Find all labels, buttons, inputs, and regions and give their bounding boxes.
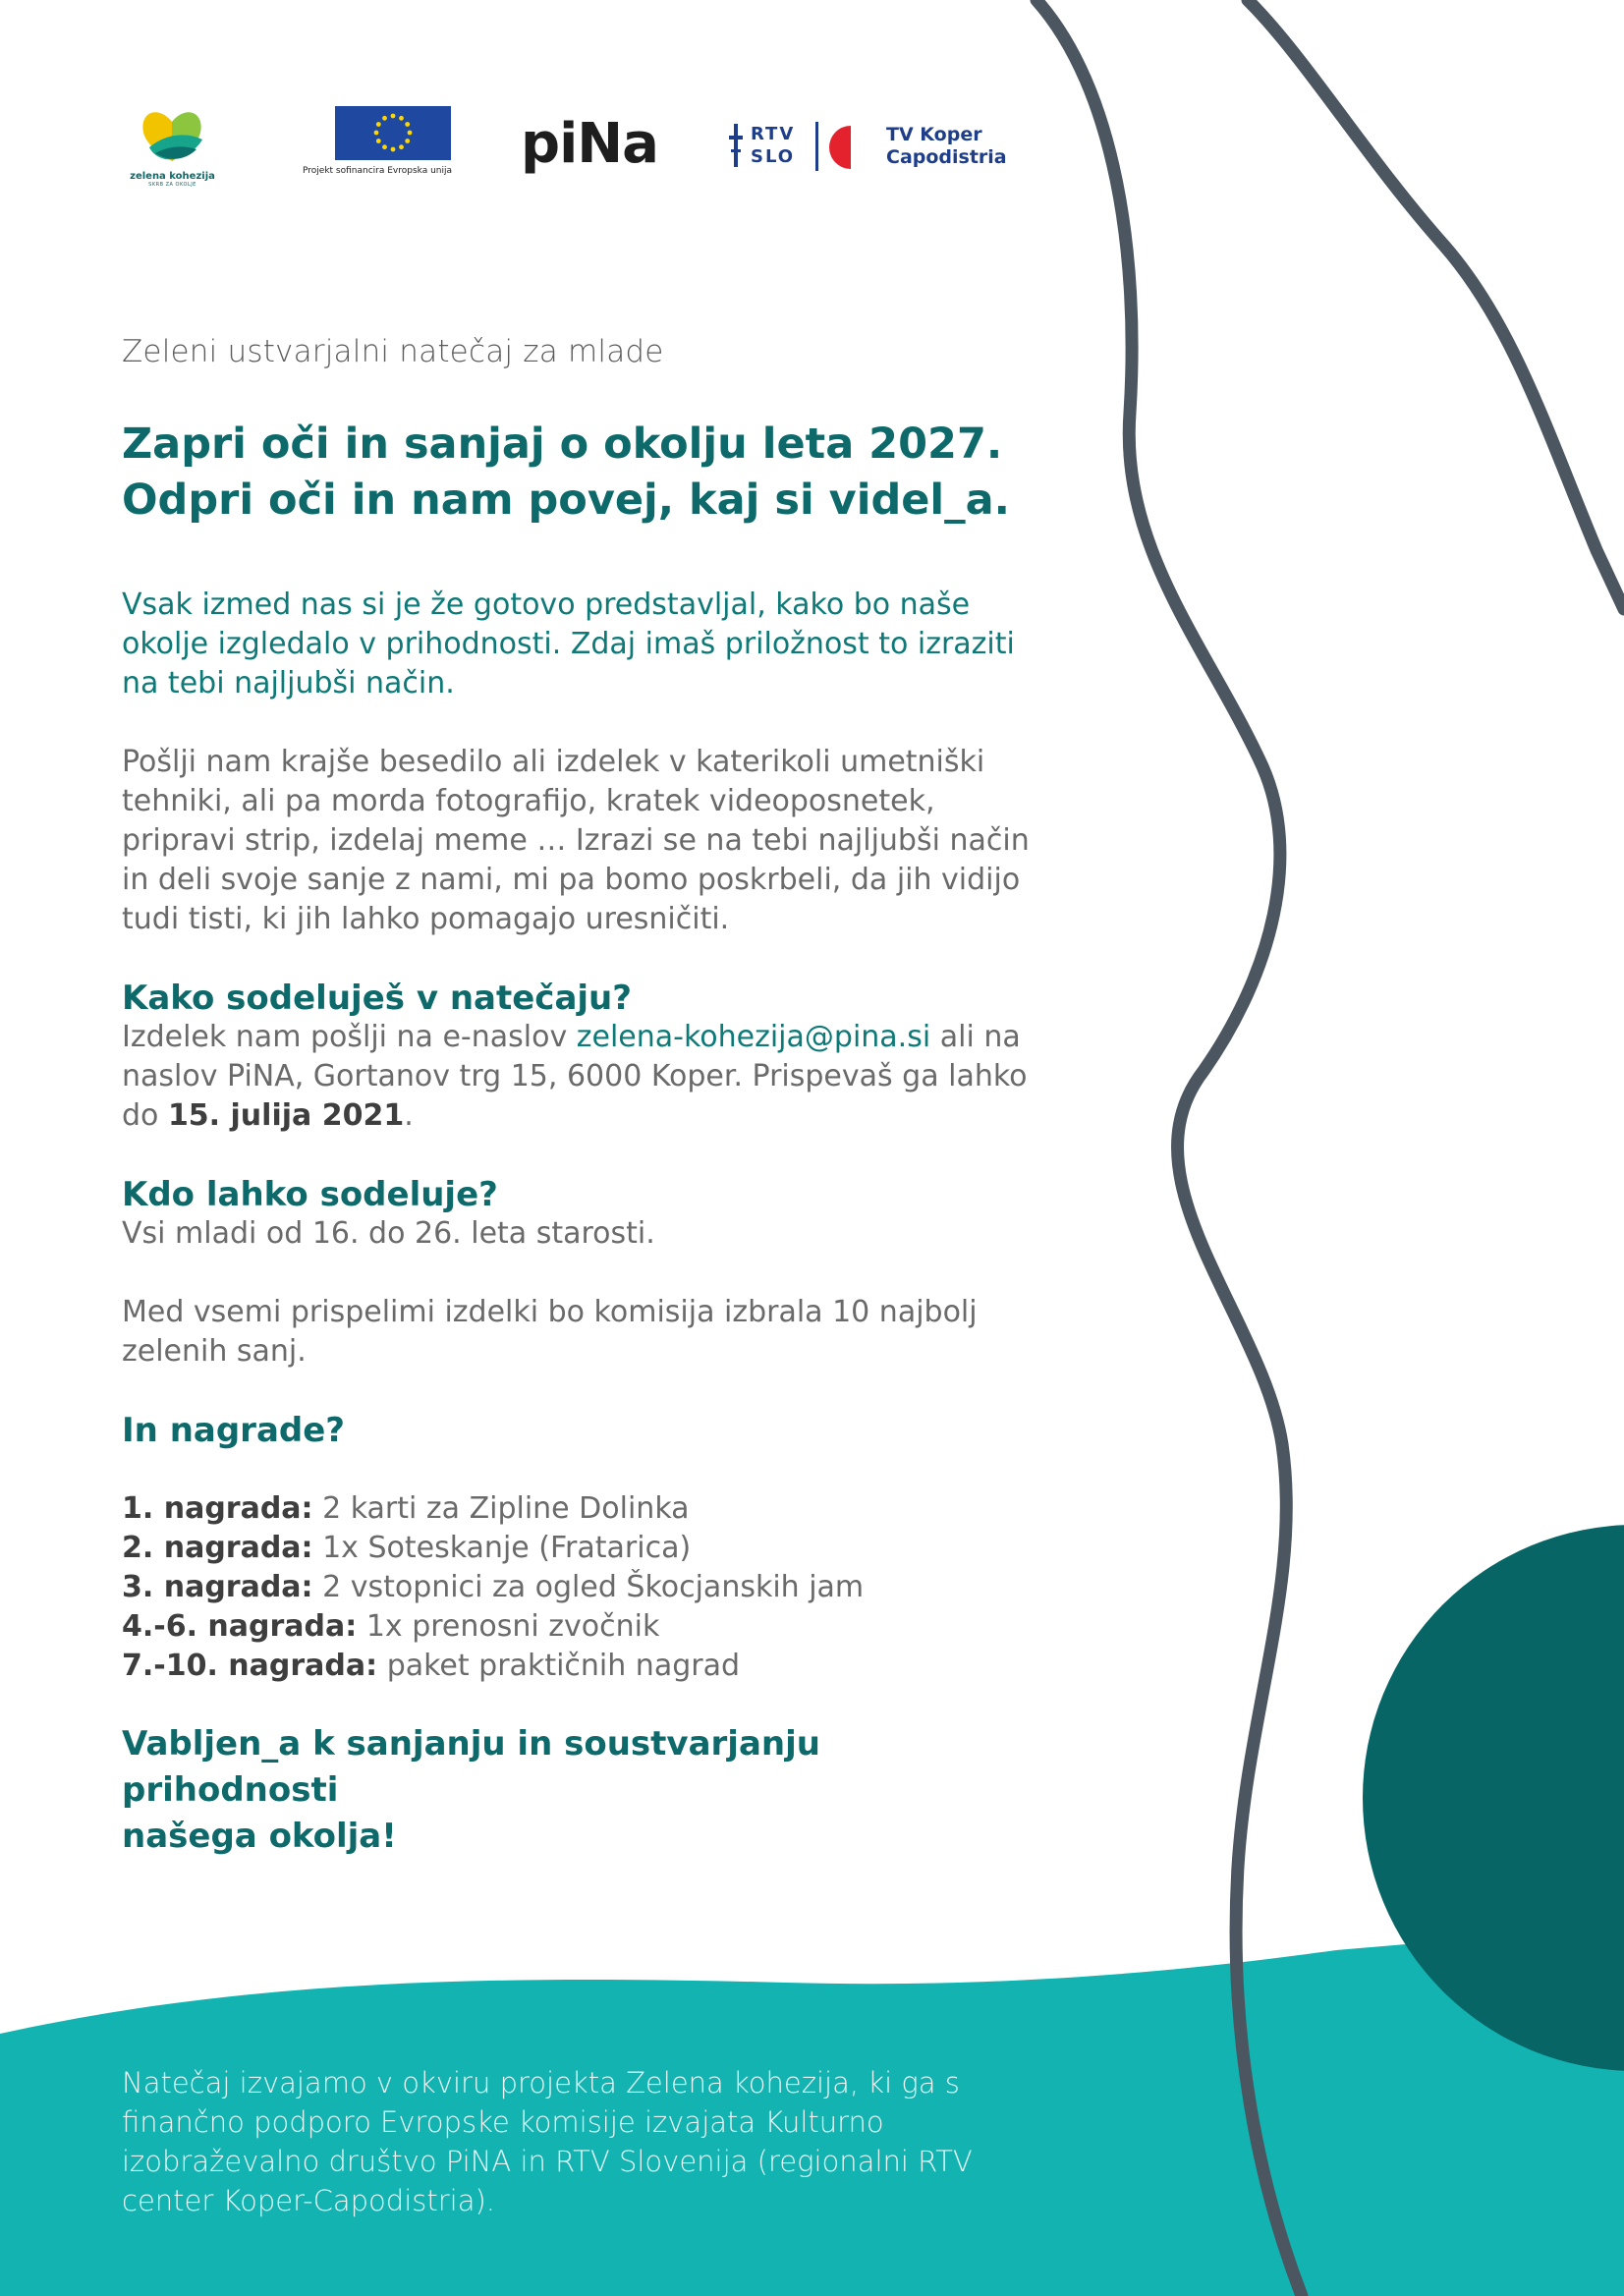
closing-line1: Vabljen_a k sanjanju in soustvarjanju prihodnosti	[122, 1724, 820, 1810]
leaf-heart-icon	[126, 104, 219, 165]
footer-text: Natečaj izvajamo v okviru projekta Zelena kohezija, ki ga s finančno podporo Evropske komisije izvajata Kulturno izobraževalno društvo PiNA in RTV Slovenija (regionalni RTV center Koper-Capodistria).	[122, 2066, 973, 2217]
how-paragraph	[122, 1018, 1045, 1136]
eu-caption: Projekt sofinancira Evropska unija	[303, 166, 453, 176]
tv-koper-logo	[825, 124, 1022, 173]
tv-koper-line1: TV Koper	[886, 124, 982, 145]
rtv-line1: RTV	[751, 124, 796, 144]
kicker: Zeleni ustvarjalni natečaj za mlade	[122, 334, 664, 369]
main-content	[122, 334, 1045, 1860]
prize-text: 1x prenosni zvočnik	[357, 1609, 660, 1644]
headline-line2: Odpri oči in nam povej, kaj si videl_a.	[122, 476, 1010, 525]
closing-line2: našega okolja!	[122, 1817, 397, 1856]
prize-text: 1x Soteskanje (Fratarica)	[312, 1531, 692, 1565]
body-paragraph: Pošlji nam krajše besedilo ali izdelek v katerikoli umetniški tehniki, ali pa morda fotografijo, kratek videoposnetek, pripravi strip, izdelaj meme … Izrazi se na tebi najljubši način in deli svoje sanje z nami, mi pa bomo poskrbeli, da jih vidijo tudi tisti, ki jih lahko pomagajo uresničiti.	[122, 745, 1030, 936]
headline	[122, 417, 1045, 529]
prize-item	[122, 1647, 1045, 1686]
who-paragraph: Vsi mladi od 16. do 26. leta starosti.	[122, 1216, 655, 1251]
how-text-before: Izdelek nam pošlji na e-naslov	[122, 1020, 577, 1054]
headline-line1: Zapri oči in sanjaj o okolju leta 2027.	[122, 420, 1003, 469]
curve-line-right	[1248, 0, 1624, 609]
pina-logo: piNa	[521, 112, 658, 176]
prize-label: 7.-10. nagrada:	[122, 1649, 378, 1683]
rtv-slo-logo	[729, 124, 808, 173]
intro-paragraph: Vsak izmed nas si je že gotovo predstavljal, kako bo naše okolje izgledalo v prihodnosti. Zdaj imaš priložnost to izraziti na tebi najljubši način.	[122, 588, 1015, 700]
tv-koper-line2: Capodistria	[886, 146, 1007, 168]
zelena-kohezija-tagline: SKRB ZA OKOLJE	[148, 182, 196, 188]
prizes-title: In nagrade?	[122, 1411, 346, 1450]
logo-divider	[815, 122, 818, 171]
rtv-line2: SLO	[751, 146, 796, 167]
rtv-antenna-icon	[729, 124, 743, 167]
who-title: Kdo lahko sodeluje?	[122, 1175, 498, 1214]
prize-label: 4.-6. nagrada:	[122, 1609, 358, 1644]
prize-label: 2. nagrada:	[122, 1531, 313, 1565]
how-text-after: ali na naslov PiNA, Gortanov trg 15, 6000 Koper. Prispevaš ga lahko do	[122, 1020, 1028, 1133]
deadline: 15. julija 2021	[167, 1098, 405, 1133]
eu-logo	[303, 106, 453, 185]
zelena-kohezija-name: zelena kohezija	[130, 171, 215, 182]
prize-item	[122, 1607, 1045, 1647]
prize-item	[122, 1568, 1045, 1607]
curve-line-left	[1036, 0, 1302, 2296]
prize-text: 2 vstopnici za ogled Škocjanskih jam	[312, 1570, 865, 1604]
tv-koper-half-circle-icon	[829, 126, 859, 169]
prize-label: 3. nagrada:	[122, 1570, 313, 1604]
prize-text: paket praktičnih nagrad	[377, 1649, 741, 1683]
prize-text: 2 karti za Zipline Dolinka	[312, 1491, 690, 1526]
how-text-end: .	[404, 1098, 414, 1133]
closing-statement	[122, 1721, 1045, 1860]
how-title: Kako sodeluješ v natečaju?	[122, 979, 632, 1018]
logo-bar	[0, 98, 1624, 196]
email-link[interactable]: zelena-kohezija@pina.si	[576, 1020, 931, 1054]
zelena-kohezija-logo	[126, 104, 219, 189]
eu-flag-icon	[335, 106, 451, 160]
prize-item	[122, 1529, 1045, 1568]
prize-label: 1. nagrada:	[122, 1491, 313, 1526]
selection-paragraph: Med vsemi prispelimi izdelki bo komisija izbrala 10 najbolj zelenih sanj.	[122, 1295, 978, 1369]
prizes-list	[122, 1489, 1045, 1686]
prize-item	[122, 1489, 1045, 1529]
